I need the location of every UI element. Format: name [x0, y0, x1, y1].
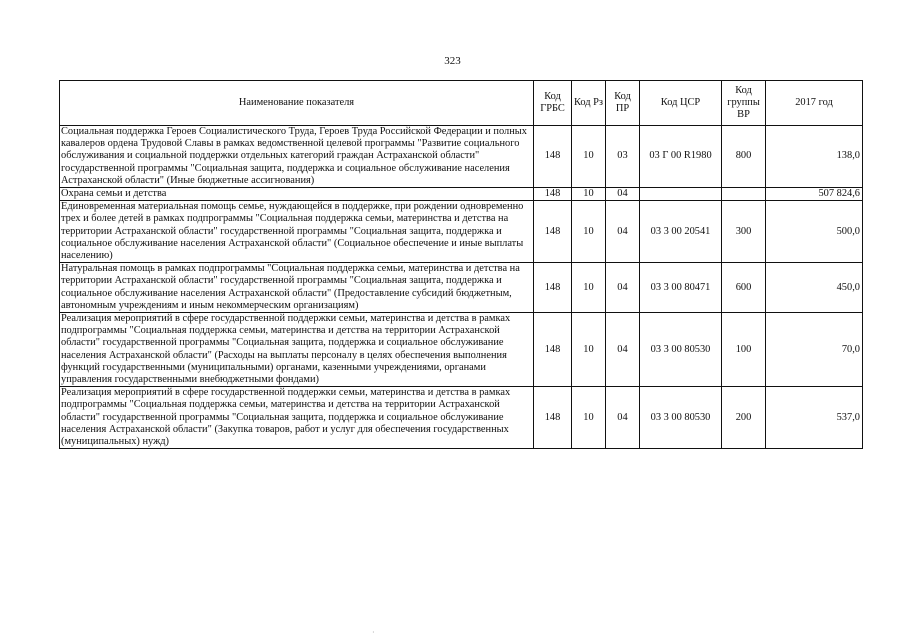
column-header-year: 2017 год — [766, 81, 863, 126]
row-csr: 03 3 00 80471 — [640, 263, 722, 313]
table-row — [60, 188, 863, 201]
row-rz: 10 — [572, 188, 606, 201]
column-header-pr: Код ПР — [606, 81, 640, 126]
row-pr: 04 — [606, 263, 640, 313]
row-grbs: 148 — [534, 126, 572, 188]
row-amount: 500,0 — [766, 201, 863, 263]
row-csr: 03 3 00 80530 — [640, 313, 722, 387]
row-name: Реализация мероприятий в сфере государственной поддержки семьи, материнства и детства в рамках подпрограммы "Социальная поддержка семьи, материнства и детства на территории Астраханской области" государственной программы "Социальная защита, поддержка и социальное обслуживание населения Астраханской области" (Расходы на выплаты персоналу в целях обеспечения выполнения функций государственными (муниципальными) органами, казенными учреждениями, органами управления государственными внебюджетными фондами) — [60, 313, 534, 387]
row-rz: 10 — [572, 263, 606, 313]
column-header-csr: Код ЦСР — [640, 81, 722, 126]
row-grbs: 148 — [534, 201, 572, 263]
column-header-name: Наименование показателя — [60, 81, 534, 126]
row-pr: 04 — [606, 313, 640, 387]
row-rz: 10 — [572, 126, 606, 188]
table-row — [60, 201, 863, 263]
table-row — [60, 387, 863, 449]
row-vr — [722, 188, 766, 201]
row-vr: 600 — [722, 263, 766, 313]
row-rz: 10 — [572, 313, 606, 387]
row-amount: 70,0 — [766, 313, 863, 387]
row-grbs: 148 — [534, 188, 572, 201]
page-number: 323 — [444, 55, 461, 67]
row-amount: 138,0 — [766, 126, 863, 188]
budget-table — [59, 80, 863, 449]
table-row — [60, 263, 863, 313]
row-vr: 300 — [722, 201, 766, 263]
column-header-grbs: Код ГРБС — [534, 81, 572, 126]
row-name: Социальная поддержка Героев Социалистического Труда, Героев Труда Российской Федерации и полных кавалеров ордена Трудовой Славы в рамках ведомственной целевой программы "Развитие социального обслуживания и социальной поддержки отдельных категорий граждан Астраханской области" государственной программы "Социальная защита, поддержка и социальное обслуживание населения Астраханской области" (Иные бюджетные ассигнования) — [60, 126, 534, 188]
row-pr: 04 — [606, 188, 640, 201]
row-csr: 03 Г 00 R1980 — [640, 126, 722, 188]
row-pr: 03 — [606, 126, 640, 188]
row-name: Натуральная помощь в рамках подпрограммы "Социальная поддержка семьи, материнства и детства на территории Астраханской области" государственной программы "Социальная защита, поддержка и социальное обслуживание населения Астраханской области" (Предоставление субсидий бюджетным, автономным учреждениям и иным некоммерческим организациям) — [60, 263, 534, 313]
table-row — [60, 126, 863, 188]
row-name: Реализация мероприятий в сфере государственной поддержки семьи, материнства и детства в рамках подпрограммы "Социальная поддержка семьи, материнства и детства на территории Астраханской области" государственной программы "Социальная защита, поддержка и социальное обслуживание населения Астраханской области" (Закупка товаров, работ и услуг для обеспечения государственных (муниципальных) нужд) — [60, 387, 534, 449]
row-csr: 03 3 00 80530 — [640, 387, 722, 449]
column-header-rz: Код Рз — [572, 81, 606, 126]
row-grbs: 148 — [534, 313, 572, 387]
row-amount: 450,0 — [766, 263, 863, 313]
row-name: Охрана семьи и детства — [60, 188, 534, 201]
row-csr: 03 3 00 20541 — [640, 201, 722, 263]
column-header-vr: Код группы ВР — [722, 81, 766, 126]
scan-artifact-dot: · — [372, 628, 375, 637]
row-rz: 10 — [572, 387, 606, 449]
row-grbs: 148 — [534, 387, 572, 449]
row-rz: 10 — [572, 201, 606, 263]
row-amount: 537,0 — [766, 387, 863, 449]
row-vr: 800 — [722, 126, 766, 188]
row-vr: 200 — [722, 387, 766, 449]
row-pr: 04 — [606, 201, 640, 263]
table-header-row — [60, 81, 863, 126]
row-vr: 100 — [722, 313, 766, 387]
row-pr: 04 — [606, 387, 640, 449]
table-row — [60, 313, 863, 387]
row-csr — [640, 188, 722, 201]
row-grbs: 148 — [534, 263, 572, 313]
row-amount: 507 824,6 — [766, 188, 863, 201]
row-name: Единовременная материальная помощь семье, нуждающейся в поддержке, при рождении одновременно трех и более детей в рамках подпрограммы "Социальная поддержка семьи, материнства и детства на территории Астраханской области" государственной программы "Социальная защита, поддержка и социальное обслуживание населения Астраханской области" (Социальное обеспечение и иные выплаты населению) — [60, 201, 534, 263]
